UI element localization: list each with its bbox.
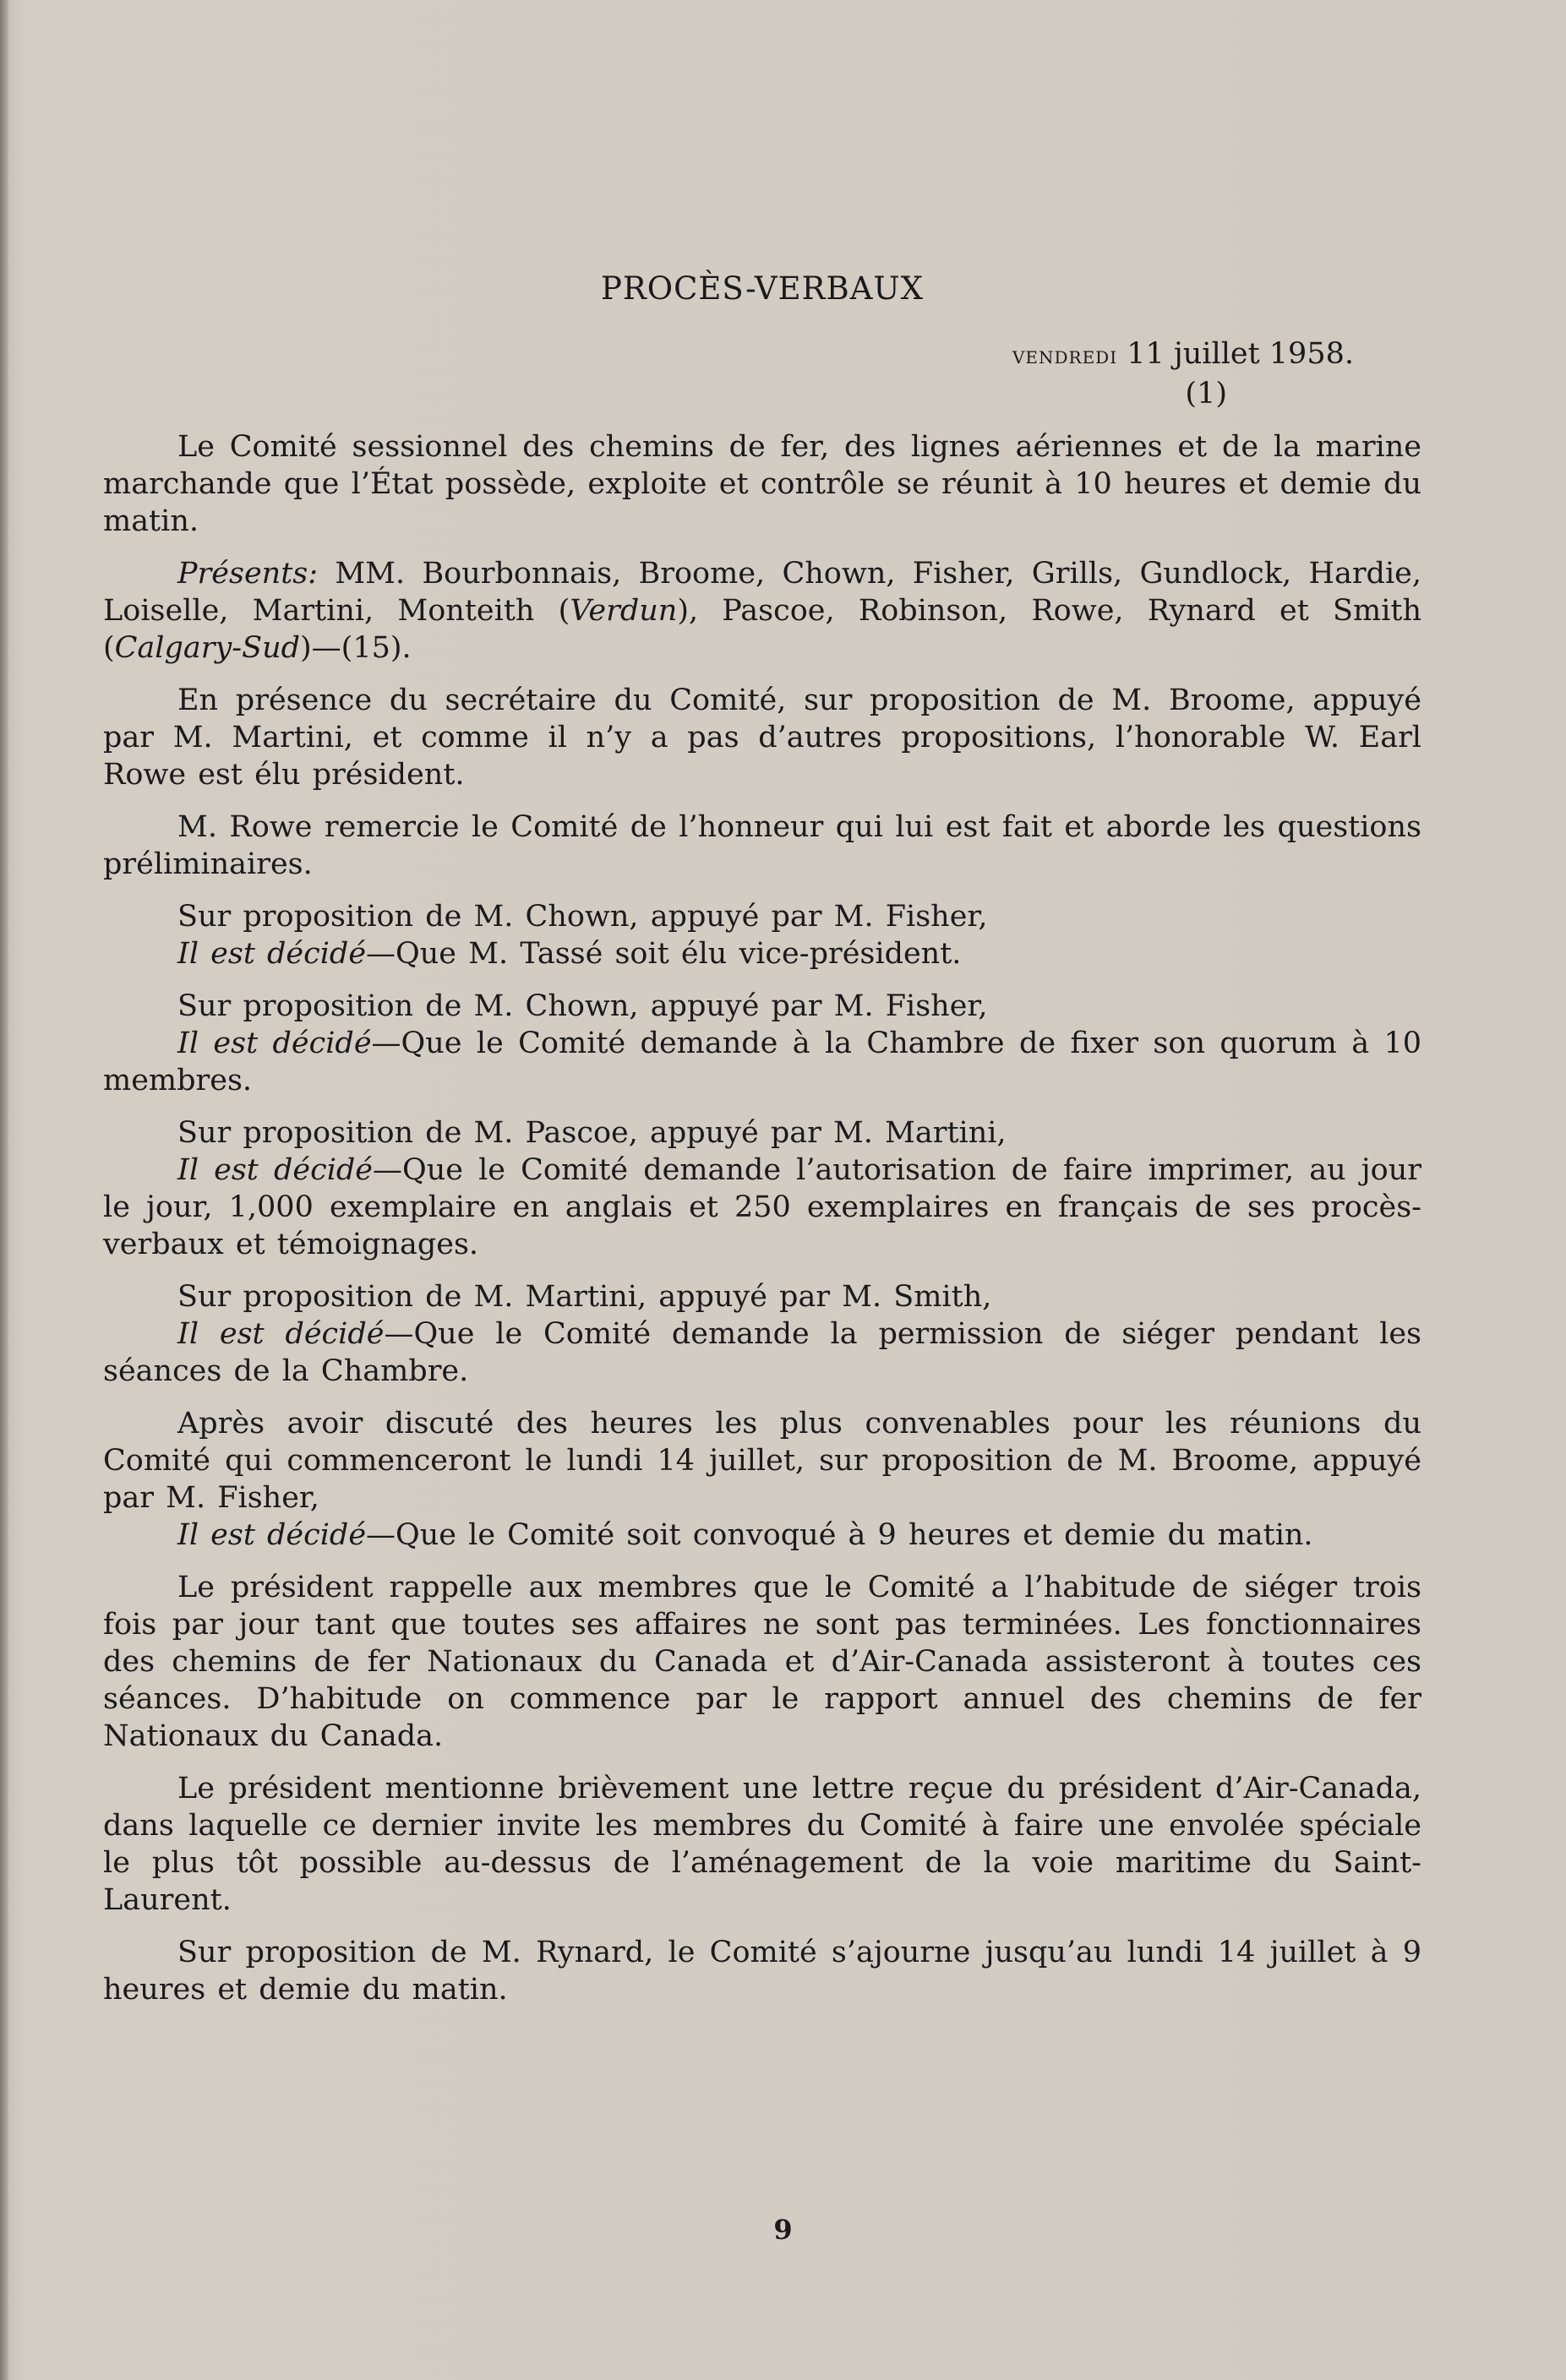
motion-4-intro: Sur proposition de M. Martini, appuyé par M. Smith, (177, 1280, 992, 1314)
motion-3-decided-label: Il est décidé (177, 1153, 374, 1187)
motion-1-decided-label: Il est décidé (177, 937, 367, 971)
motion-3-intro: Sur proposition de M. Pascoe, appuyé par M. Martini, (177, 1116, 1007, 1150)
meeting-weekday: vendredi (1012, 340, 1118, 369)
page-title: PROCÈS-VERBAUX (601, 270, 924, 307)
motion-3-text: —Que le Comité demande l’autorisation de faire imprimer, au jour le jour, 1,000 exemplaire en anglais et 250 exemplaires en français de ses procès-verbaux et témoignages. (103, 1153, 1421, 1261)
election-paragraph: En présence du secrétaire du Comité, sur proposition de M. Broome, appuyé par M. Martini, et comme il n’y a pas d’autres propositions, l’honorable W. Earl Rowe est élu président. (103, 684, 1421, 792)
motion-1-intro: Sur proposition de M. Chown, appuyé par M. Fisher, (177, 900, 988, 934)
motion-5-intro: Après avoir discuté des heures les plus convenables pour les réunions du Comité qui commenceront le lundi 14 juillet, sur proposition de M. Broome, appuyé par M. Fisher, (103, 1407, 1421, 1515)
riding-verdun: Verdun (570, 594, 678, 628)
motion-2-resolution (103, 1025, 1421, 1099)
minutes-body (103, 270, 1421, 2023)
motion-3-resolution (103, 1152, 1421, 1263)
motion-4-resolution (103, 1315, 1421, 1390)
motion-1-resolution (103, 935, 1421, 972)
meeting-date-text: 11 juillet 1958. (1127, 337, 1354, 371)
page-binding-edge (0, 0, 8, 2380)
schedule-paragraph: Le président rappelle aux membres que le Comité a l’habitude de siéger trois fois par jour tant que toutes ses affaires ne sont pas terminées. Les fonctionnaires des chemins de fer Nationaux du Canada et d’Air-Canada assisteront à toutes ces séances. D’habitude on commence par le rapport annuel des chemins de fer Nationaux du Canada. (103, 1571, 1421, 1753)
attendance-label: Présents: (177, 557, 319, 591)
motion-4-decided-label: Il est décidé (177, 1317, 385, 1351)
air-canada-letter-paragraph: Le président mentionne brièvement une lettre reçue du président d’Air-Canada, dans laquelle ce dernier invite les membres du Comité à faire une envolée spéciale le plus tôt possible au-dessus de l’aménagement de la voie maritime du Saint-Laurent. (103, 1772, 1421, 1917)
thanks-paragraph: M. Rowe remercie le Comité de l’honneur qui lui est fait et aborde les questions préliminaires. (103, 810, 1421, 881)
meeting-number: (1) (1185, 377, 1227, 411)
attendance-names-b: ), Pascoe, Robinson, Rowe, Rynard et Smith ( (103, 594, 1421, 665)
attendance-count: )—(15). (300, 631, 412, 665)
attendance-paragraph (103, 555, 1421, 667)
page-number: 9 (773, 2214, 793, 2246)
motion-2-decided-label: Il est décidé (177, 1027, 372, 1060)
meeting-date (103, 335, 1354, 374)
motion-5-text: —Que le Comité soit convoqué à 9 heures et demie du matin. (366, 1518, 1313, 1552)
motion-4-text: —Que le Comité demande la permission de siéger pendant les séances de la Chambre. (103, 1317, 1422, 1388)
motion-1-text: —Que M. Tassé soit élu vice-président. (366, 937, 962, 971)
motion-2-intro: Sur proposition de M. Chown, appuyé par M. Fisher, (177, 989, 988, 1023)
opening-paragraph: Le Comité sessionnel des chemins de fer, des lignes aériennes et de la marine marchande que l’État possède, exploite et contrôle se réunit à 10 heures et demie du matin. (103, 430, 1421, 538)
motion-2-text: —Que le Comité demande à la Chambre de fixer son quorum à 10 membres. (103, 1027, 1421, 1097)
motion-5-decided-label: Il est décidé (177, 1518, 367, 1552)
riding-calgary-sud: Calgary-Sud (114, 631, 301, 665)
motion-5-resolution (103, 1517, 1421, 1554)
attendance-names-a: MM. Bourbonnais, Broome, Chown, Fisher, Grills, Gundlock, Hardie, Loiselle, Martini, Monteith ( (103, 557, 1421, 628)
adjournment-paragraph: Sur proposition de M. Rynard, le Comité s’ajourne jusqu’au lundi 14 juillet à 9 heures et demie du matin. (103, 1936, 1421, 2007)
